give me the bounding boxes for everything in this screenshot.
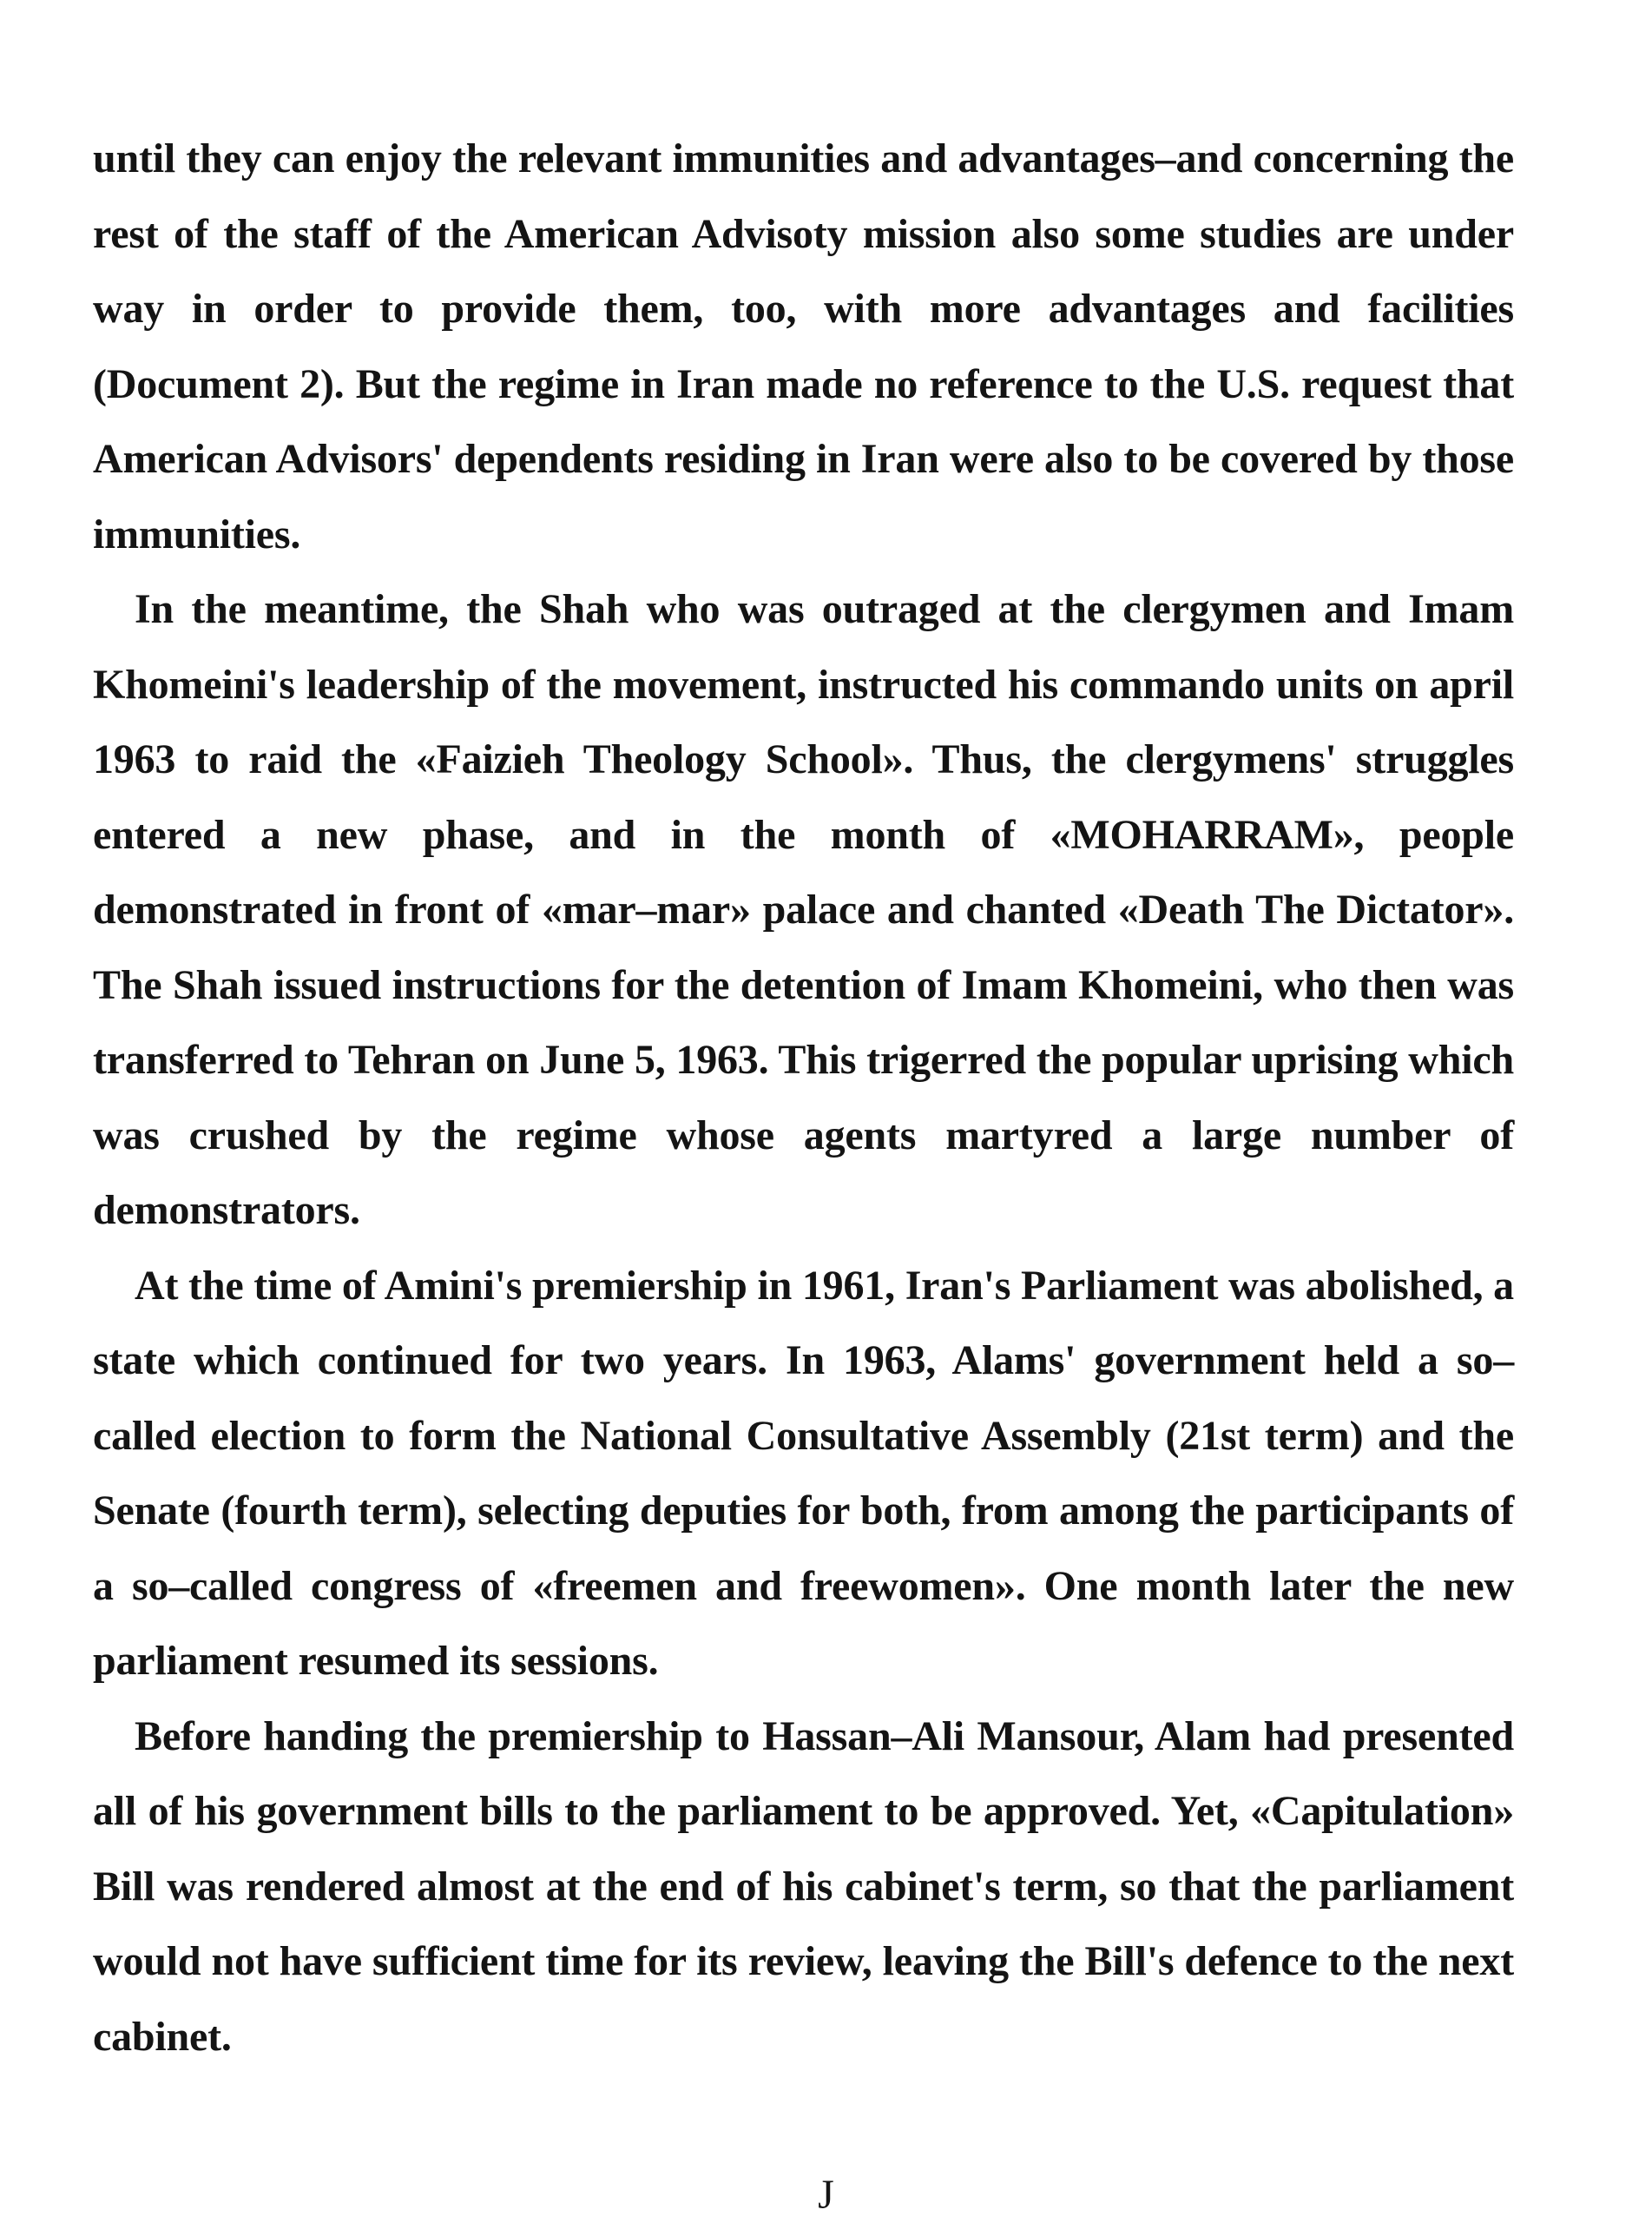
paragraph-4: Before handing the premiership to Hassan–Ali Mansour, Alam had presented all of his government bills to the parliament to be approved. Yet, «Capitulation» Bill was rendered almost at the end of his cabinet's term, so that the parliament would not have sufficient time for its review, leaving the Bill's defence to the next cabinet. xyxy=(93,1712,1514,2060)
page-marker: J xyxy=(818,2172,834,2218)
paragraph-1: until they can enjoy the relevant immunities and advantages–and concerning the rest of the staff of the American Advisoty mission also some studies are under way in order to provide them, too, with more advantages and facilities (Document 2). But the regime in Iran made no reference to the U.S. request that American Advisors' dependents residing in Iran were also to be covered by those immunities. xyxy=(93,135,1514,557)
paragraph-3: At the time of Amini's premiership in 1961, Iran's Parliament was abolished, a state which continued for two years. In 1963, Alams' government held a so–called election to form the National Consultative Assembly (21st term) and the Senate (fourth term), selecting deputies for both, from among the participants of a so–called congress of «freemen and freewomen». One month later the new parliament resumed its sessions. xyxy=(93,1262,1514,1684)
body-text xyxy=(93,122,1514,2075)
paragraph-2: In the meantime, the Shah who was outraged at the clergymen and Imam Khomeini's leadership of the movement, instructed his commando units on april 1963 to raid the «Faizieh Theology School». Thus, the clergymens' struggles entered a new phase, and in the month of «MOHARRAM», people demonstrated in front of «mar–mar» palace and chanted «Death The Dictator». The Shah issued instructions for the detention of Imam Khomeini, who then was transferred to Tehran on June 5, 1963. This trigerred the popular uprising which was crushed by the regime whose agents martyred a large number of demonstrators. xyxy=(93,586,1514,1233)
